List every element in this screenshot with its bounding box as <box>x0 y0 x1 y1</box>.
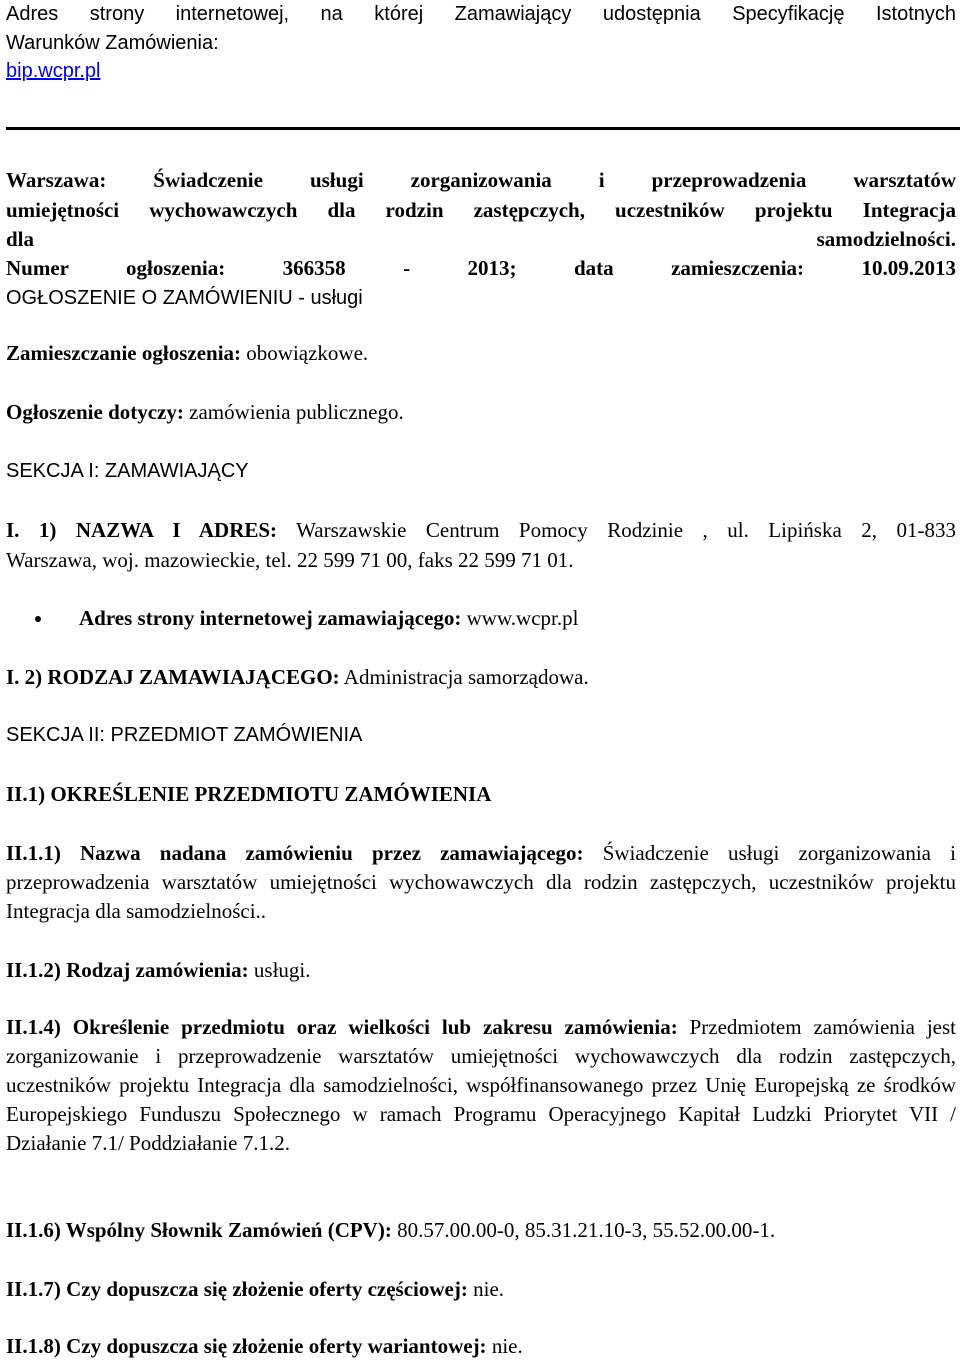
contracting-type-label: I. 2) RODZAJ ZAMAWIAJĄCEGO: <box>6 665 340 689</box>
contracting-name-line-1 <box>6 516 956 545</box>
item-1-1-2-value: usługi. <box>253 958 311 982</box>
intro-line-1: Adres strony internetowej, na której Zamawiający udostępnia Specyfikację Istotnych <box>6 3 956 25</box>
notice-type-line: OGŁOSZENIE O ZAMÓWIENIU - usługi <box>6 287 363 309</box>
contracting-name-value-2: Warszawa, woj. mazowieckie, tel. 22 599 71 00, faks 22 599 71 01. <box>6 548 574 572</box>
item-1-1-4 <box>6 1013 956 1158</box>
item-1-1-7 <box>6 1275 504 1304</box>
item-1-1-6 <box>6 1216 775 1245</box>
item-1-1-2 <box>6 956 310 985</box>
item-1-1-6-label: II.1.6) Wspólny Słownik Zamówień (CPV): <box>6 1218 392 1242</box>
item-1-1-7-value: nie. <box>473 1277 505 1301</box>
concerns-label: Ogłoszenie dotyczy: <box>6 400 184 424</box>
contracting-type-row <box>6 663 589 692</box>
notice-title-line-3: dla samodzielności. <box>6 227 956 251</box>
concerns-row <box>6 398 404 427</box>
item-1-1-1-label: II.1.1) Nazwa nadana zamówieniu przez zamawiającego: <box>6 841 584 865</box>
siwz-link[interactable]: bip.wcpr.pl <box>6 60 101 82</box>
item-1-1-4-label: II.1.4) Określenie przedmiotu oraz wielkości lub zakresu zamówienia: <box>6 1015 678 1039</box>
section-2-heading: SEKCJA II: PRZEDMIOT ZAMÓWIENIA <box>6 724 363 746</box>
item-1-1-2-label: II.1.2) Rodzaj zamówienia: <box>6 958 249 982</box>
item-1-1-8 <box>6 1332 523 1361</box>
intro-line-2: Warunków Zamówienia: <box>6 32 219 54</box>
contracting-type-value: Administracja samorządowa. <box>343 665 589 689</box>
item-1-1-8-label: II.1.8) Czy dopuszcza się złożenie oferty wariantowej: <box>6 1334 487 1358</box>
placement-row <box>6 339 368 368</box>
website-row <box>6 604 578 633</box>
contracting-name-label: I. 1) NAZWA I ADRES: <box>6 518 278 542</box>
section-2-subheading: II.1) OKREŚLENIE PRZEDMIOTU ZAMÓWIENIA <box>6 782 492 806</box>
notice-number-line: Numer ogłoszenia: 366358 - 2013; data zamieszczenia: 10.09.2013 <box>6 256 956 280</box>
item-1-1-7-label: II.1.7) Czy dopuszcza się złożenie oferty częściowej: <box>6 1277 468 1301</box>
bullet-icon <box>35 616 41 622</box>
contracting-name-value-1: Warszawskie Centrum Pomocy Rodzinie , ul. Lipińska 2, 01-833 <box>296 518 956 542</box>
placement-label: Zamieszczanie ogłoszenia: <box>6 341 242 365</box>
item-1-1-4-value: Przedmiotem zamówienia jest zorganizowanie i przeprowadzenie warsztatów umiejętności wychowawczych dla rodzin zastępczych, uczestników projektu Integracja dla samodzielności, współfinansowanego przez Unię Europejską ze środków Europejskiego Funduszu Społecznego w ramach Programu Operacyjnego Kapitał Ludzki Priorytet VII / Działanie 7.1/ Poddziałanie 7.1.2. <box>6 1015 956 1155</box>
placement-value: obowiązkowe. <box>246 341 369 365</box>
notice-title-line-1: Warszawa: Świadczenie usługi zorganizowania i przeprowadzenia warsztatów <box>6 168 956 192</box>
website-label: Adres strony internetowej zamawiającego: <box>79 606 462 630</box>
item-1-1-1 <box>6 839 956 926</box>
section-1-heading: SEKCJA I: ZAMAWIAJĄCY <box>6 460 249 482</box>
item-1-1-6-value: 80.57.00.00-0, 85.31.21.10-3, 55.52.00.00-1. <box>397 1218 776 1242</box>
notice-title-line-2: umiejętności wychowawczych dla rodzin zastępczych, uczestników projektu Integracja <box>6 198 956 222</box>
item-1-1-8-value: nie. <box>491 1334 523 1358</box>
horizontal-rule <box>6 127 960 130</box>
website-value[interactable]: www.wcpr.pl <box>466 606 579 630</box>
item-1-1-1-value: Świadczenie usługi zorganizowania i przeprowadzenia warsztatów umiejętności wychowawczych dla rodzin zastępczych, uczestników projektu Integracja dla samodzielności.. <box>6 841 956 923</box>
concerns-value: zamówienia publicznego. <box>189 400 404 424</box>
